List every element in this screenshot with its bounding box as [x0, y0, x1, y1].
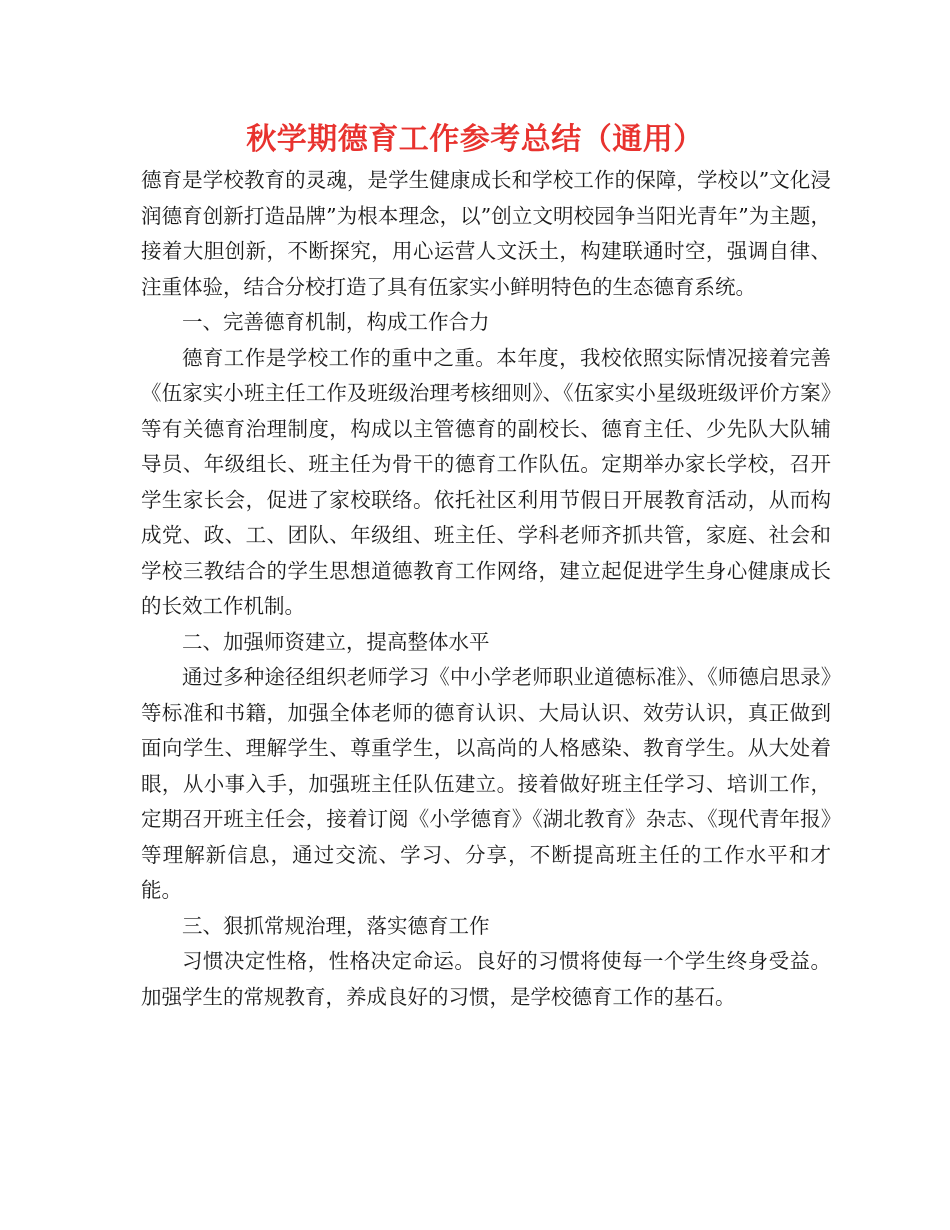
- section-heading-1: 一、完善德育机制，构成工作合力: [182, 310, 490, 334]
- section-paragraph-2: 通过多种途径组织老师学习《中小学老师职业道德标准》、《师德启思录》等标准和书籍，加强全体老师的德育认识、大局认识、效劳认识，真正做到面向学生、理解学生、尊重学生，以高尚的人格感染、教育学生。从大处着眼，从小事入手，加强班主任队伍建立。接着做好班主任学习、培训工作，定期召开班主任会，接着订阅《小学德育》《湖北教育》杂志、《现代青年报》等理解新信息，通过交流、学习、分享，不断提高班主任的工作水平和才能。: [141, 665, 831, 902]
- document-body: [141, 163, 831, 1015]
- section-paragraph-3: 习惯决定性格，性格决定命运。良好的习惯将使每一个学生终身受益。加强学生的常规教育，养成良好的习惯，是学校德育工作的基石。: [141, 949, 831, 1009]
- document-title: 秋学期德育工作参考总结（通用）: [246, 122, 704, 157]
- section-heading-2: 二、加强师资建立，提高整体水平: [182, 629, 490, 654]
- intro-paragraph: 德育是学校教育的灵魂，是学生健康成长和学校工作的保障，学校以”文化浸润德育创新打造品牌”为根本理念，以”创立文明校园争当阳光青年”为主题，接着大胆创新，不断探究，用心运营人文沃土，构建联通时空，强调自律、注重体验，结合分校打造了具有伍家实小鲜明特色的生态德育系统。: [141, 168, 831, 299]
- section-heading-3: 三、狠抓常规治理，落实德育工作: [182, 913, 490, 938]
- section-paragraph-1: 德育工作是学校工作的重中之重。本年度，我校依照实际情况接着完善《伍家实小班主任工作及班级治理考核细则》、《伍家实小星级班级评价方案》等有关德育治理制度，构成以主管德育的副校长、德育主任、少先队大队辅导员、年级组长、班主任为骨干的德育工作队伍。定期举办家长学校，召开学生家长会，促进了家校联络。依托社区利用节假日开展教育活动，从而构成党、政、工、团队、年级组、班主任、学科老师齐抓共管，家庭、社会和学校三教结合的学生思想道德教育工作网络，建立起促进学生身心健康成长的长效工作机制。: [141, 345, 831, 618]
